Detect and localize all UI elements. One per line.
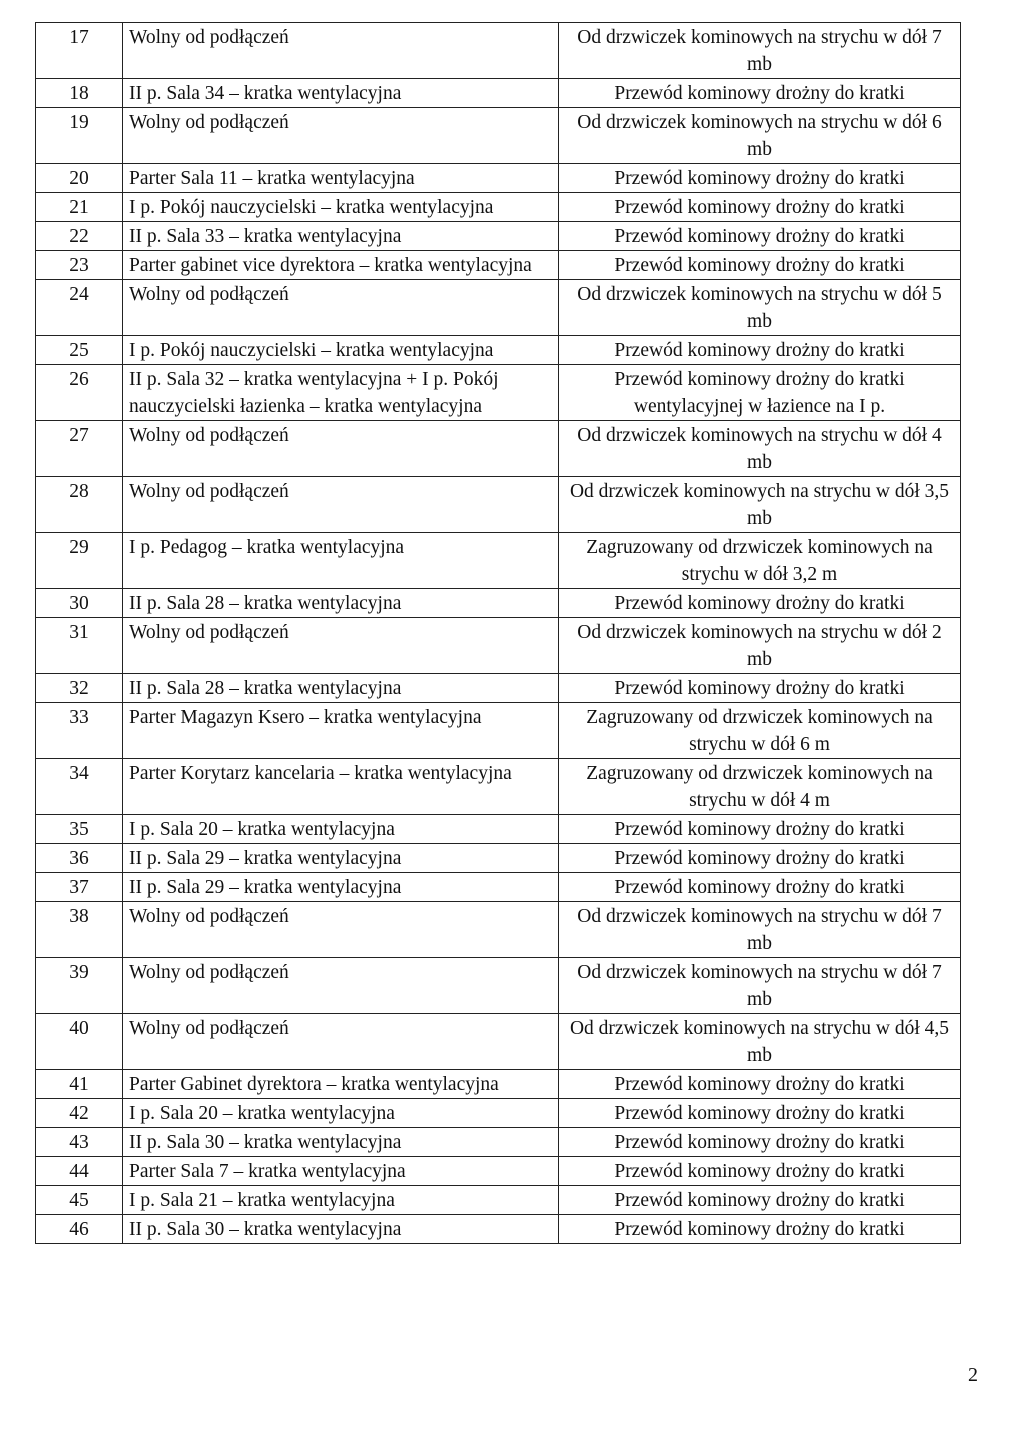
row-number: 31 xyxy=(36,618,123,674)
row-number: 24 xyxy=(36,280,123,336)
table-row xyxy=(36,533,961,589)
row-location: Wolny od podłączeń xyxy=(123,108,559,164)
row-location: I p. Sala 20 – kratka wentylacyjna xyxy=(123,815,559,844)
row-location: II p. Sala 30 – kratka wentylacyjna xyxy=(123,1128,559,1157)
row-location: II p. Sala 28 – kratka wentylacyjna xyxy=(123,589,559,618)
row-number: 35 xyxy=(36,815,123,844)
row-number: 23 xyxy=(36,251,123,280)
row-location: II p. Sala 28 – kratka wentylacyjna xyxy=(123,674,559,703)
row-location: II p. Sala 32 – kratka wentylacyjna + I p. Pokój nauczycielski łazienka – kratka wentylacyjna xyxy=(123,365,559,421)
row-number: 40 xyxy=(36,1014,123,1070)
row-number: 28 xyxy=(36,477,123,533)
table-row xyxy=(36,589,961,618)
table-row xyxy=(36,618,961,674)
row-location: Wolny od podłączeń xyxy=(123,1014,559,1070)
row-status: Od drzwiczek kominowych na strychu w dół 7 mb xyxy=(559,23,961,79)
row-location: Parter gabinet vice dyrektora – kratka wentylacyjna xyxy=(123,251,559,280)
row-number: 46 xyxy=(36,1215,123,1244)
table-row xyxy=(36,873,961,902)
table-row xyxy=(36,1186,961,1215)
row-number: 26 xyxy=(36,365,123,421)
table-row xyxy=(36,703,961,759)
row-number: 21 xyxy=(36,193,123,222)
table-row xyxy=(36,336,961,365)
row-location: Parter Sala 7 – kratka wentylacyjna xyxy=(123,1157,559,1186)
table-row xyxy=(36,815,961,844)
row-status: Od drzwiczek kominowych na strychu w dół 3,5 mb xyxy=(559,477,961,533)
row-number: 45 xyxy=(36,1186,123,1215)
table-row xyxy=(36,958,961,1014)
row-number: 34 xyxy=(36,759,123,815)
row-location: Parter Magazyn Ksero – kratka wentylacyjna xyxy=(123,703,559,759)
row-location: II p. Sala 30 – kratka wentylacyjna xyxy=(123,1215,559,1244)
table-row xyxy=(36,1128,961,1157)
page-number: 2 xyxy=(968,1364,978,1386)
table-row xyxy=(36,79,961,108)
table-row xyxy=(36,1070,961,1099)
row-status: Przewód kominowy drożny do kratki xyxy=(559,1099,961,1128)
row-location: Parter Korytarz kancelaria – kratka wentylacyjna xyxy=(123,759,559,815)
row-number: 27 xyxy=(36,421,123,477)
row-location: Wolny od podłączeń xyxy=(123,477,559,533)
row-status: Od drzwiczek kominowych na strychu w dół 6 mb xyxy=(559,108,961,164)
table-row xyxy=(36,164,961,193)
table-row xyxy=(36,477,961,533)
row-number: 36 xyxy=(36,844,123,873)
row-number: 20 xyxy=(36,164,123,193)
table-row xyxy=(36,365,961,421)
row-location: II p. Sala 33 – kratka wentylacyjna xyxy=(123,222,559,251)
table-row xyxy=(36,23,961,79)
row-number: 17 xyxy=(36,23,123,79)
row-location: Wolny od podłączeń xyxy=(123,902,559,958)
row-status: Zagruzowany od drzwiczek kominowych na strychu w dół 6 m xyxy=(559,703,961,759)
row-number: 37 xyxy=(36,873,123,902)
row-number: 44 xyxy=(36,1157,123,1186)
row-number: 41 xyxy=(36,1070,123,1099)
row-status: Od drzwiczek kominowych na strychu w dół 4 mb xyxy=(559,421,961,477)
row-status: Przewód kominowy drożny do kratki xyxy=(559,674,961,703)
row-status: Przewód kominowy drożny do kratki xyxy=(559,873,961,902)
table-row xyxy=(36,902,961,958)
row-location: Wolny od podłączeń xyxy=(123,421,559,477)
table-row xyxy=(36,1215,961,1244)
table-row xyxy=(36,222,961,251)
table-row xyxy=(36,280,961,336)
row-status: Od drzwiczek kominowych na strychu w dół 5 mb xyxy=(559,280,961,336)
row-location: II p. Sala 34 – kratka wentylacyjna xyxy=(123,79,559,108)
row-number: 25 xyxy=(36,336,123,365)
row-location: Wolny od podłączeń xyxy=(123,280,559,336)
row-location: Wolny od podłączeń xyxy=(123,618,559,674)
row-status: Przewód kominowy drożny do kratki xyxy=(559,815,961,844)
row-status: Przewód kominowy drożny do kratki xyxy=(559,589,961,618)
row-status: Przewód kominowy drożny do kratki xyxy=(559,79,961,108)
row-location: I p. Pokój nauczycielski – kratka wentylacyjna xyxy=(123,193,559,222)
row-location: II p. Sala 29 – kratka wentylacyjna xyxy=(123,873,559,902)
row-location: Wolny od podłączeń xyxy=(123,958,559,1014)
row-location: I p. Pedagog – kratka wentylacyjna xyxy=(123,533,559,589)
row-number: 22 xyxy=(36,222,123,251)
row-number: 38 xyxy=(36,902,123,958)
row-status: Od drzwiczek kominowych na strychu w dół 2 mb xyxy=(559,618,961,674)
row-number: 29 xyxy=(36,533,123,589)
row-status: Przewód kominowy drożny do kratki xyxy=(559,844,961,873)
row-number: 42 xyxy=(36,1099,123,1128)
row-status: Przewód kominowy drożny do kratki xyxy=(559,1157,961,1186)
table-row xyxy=(36,1157,961,1186)
row-number: 32 xyxy=(36,674,123,703)
row-status: Przewód kominowy drożny do kratki xyxy=(559,1215,961,1244)
row-number: 39 xyxy=(36,958,123,1014)
row-location: II p. Sala 29 – kratka wentylacyjna xyxy=(123,844,559,873)
table-row xyxy=(36,1099,961,1128)
row-status: Przewód kominowy drożny do kratki xyxy=(559,1128,961,1157)
table-row xyxy=(36,108,961,164)
table-row xyxy=(36,759,961,815)
row-status: Przewód kominowy drożny do kratki xyxy=(559,1070,961,1099)
row-status: Zagruzowany od drzwiczek kominowych na strychu w dół 3,2 m xyxy=(559,533,961,589)
table-row xyxy=(36,193,961,222)
table-row xyxy=(36,844,961,873)
row-status: Przewód kominowy drożny do kratki xyxy=(559,222,961,251)
row-status: Przewód kominowy drożny do kratki xyxy=(559,1186,961,1215)
row-status: Od drzwiczek kominowych na strychu w dół 7 mb xyxy=(559,902,961,958)
row-location: I p. Sala 21 – kratka wentylacyjna xyxy=(123,1186,559,1215)
table-row xyxy=(36,674,961,703)
table-body xyxy=(36,23,961,1244)
row-number: 19 xyxy=(36,108,123,164)
row-status: Przewód kominowy drożny do kratki xyxy=(559,336,961,365)
row-status: Od drzwiczek kominowych na strychu w dół 4,5 mb xyxy=(559,1014,961,1070)
table-row xyxy=(36,421,961,477)
chimney-inspection-table xyxy=(35,22,961,1244)
table-row xyxy=(36,1014,961,1070)
row-number: 18 xyxy=(36,79,123,108)
row-location: Parter Sala 11 – kratka wentylacyjna xyxy=(123,164,559,193)
row-number: 33 xyxy=(36,703,123,759)
row-location: Wolny od podłączeń xyxy=(123,23,559,79)
row-location: I p. Sala 20 – kratka wentylacyjna xyxy=(123,1099,559,1128)
row-location: Parter Gabinet dyrektora – kratka wentylacyjna xyxy=(123,1070,559,1099)
row-location: I p. Pokój nauczycielski – kratka wentylacyjna xyxy=(123,336,559,365)
row-status: Od drzwiczek kominowych na strychu w dół 7 mb xyxy=(559,958,961,1014)
table-row xyxy=(36,251,961,280)
row-number: 30 xyxy=(36,589,123,618)
row-status: Zagruzowany od drzwiczek kominowych na strychu w dół 4 m xyxy=(559,759,961,815)
row-number: 43 xyxy=(36,1128,123,1157)
row-status: Przewód kominowy drożny do kratki xyxy=(559,193,961,222)
row-status: Przewód kominowy drożny do kratki xyxy=(559,164,961,193)
row-status: Przewód kominowy drożny do kratki xyxy=(559,251,961,280)
row-status: Przewód kominowy drożny do kratki wentylacyjnej w łazience na I p. xyxy=(559,365,961,421)
